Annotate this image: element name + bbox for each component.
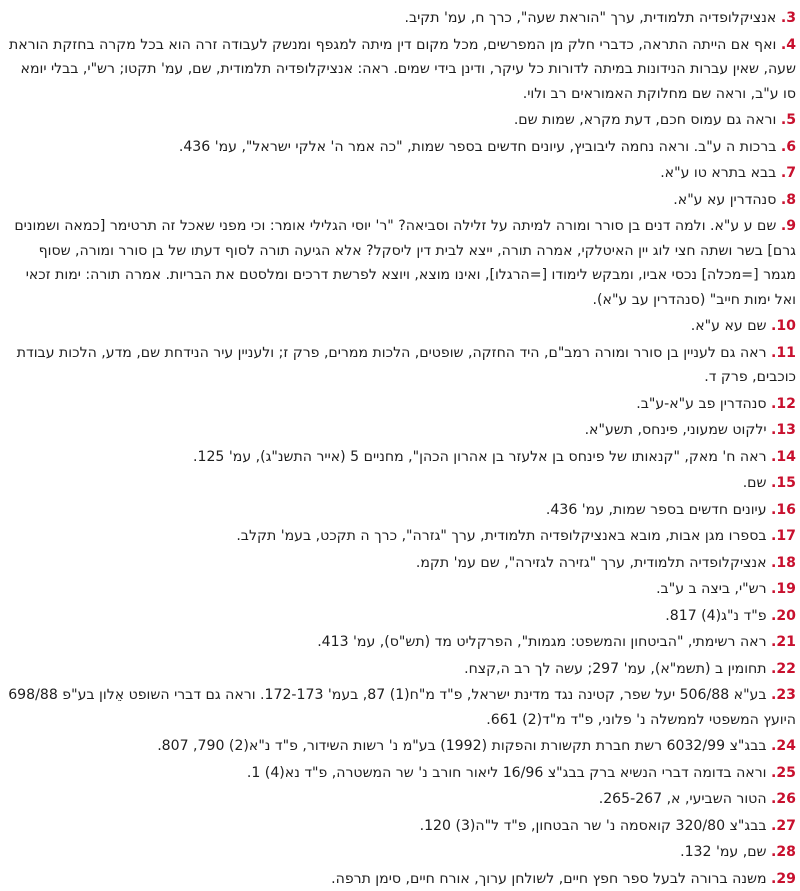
footnote-item — [8, 630, 796, 655]
footnote-text: פ"ד נ"ג(4) 817. — [665, 608, 766, 624]
footnote-text: אנציקלופדיה תלמודית, ערך "גזירה לגזירה", שם עמ' תקמ. — [416, 555, 767, 571]
footnote-number: 20. — [771, 608, 796, 624]
footnote-text: ראה גם לעניין בן סורר ומורה רמב"ם, היד החזקה, שופטים, הלכות ממרים, פרק ז; ולעניין עיר הנידחת שם, מדע, הלכות עבודת כוכבים, פרק ד. — [17, 345, 796, 386]
footnote-item — [8, 814, 796, 839]
footnote-text: שם. — [743, 475, 767, 491]
footnote-number: 14. — [771, 449, 796, 465]
footnote-number: 3. — [781, 10, 796, 26]
footnote-text: סנהדרין פב ע"א-ע"ב. — [636, 396, 766, 412]
footnote-number: 13. — [771, 422, 796, 438]
footnote-item — [8, 471, 796, 496]
footnote-item — [8, 867, 796, 891]
footnote-text: בספרו מגן אבות, מובא באנציקלופדיה תלמודית, ערך "גזרה", כרך ה תקכט, בעמ' תקלב. — [236, 528, 766, 544]
footnote-number: 22. — [771, 661, 796, 677]
footnote-text: אנציקלופדיה תלמודית, ערך "הוראת שעה", כרך ח, עמ' תקיב. — [404, 10, 776, 26]
footnote-item — [8, 604, 796, 629]
footnote-number: 28. — [771, 844, 796, 860]
footnote-number: 18. — [771, 555, 796, 571]
footnote-item — [8, 524, 796, 549]
footnote-text: סנהדרין עא ע"א. — [673, 192, 776, 208]
footnote-text: שם עא ע"א. — [691, 318, 767, 334]
footnote-item — [8, 6, 796, 31]
footnote-text: תחומין ב (תשמ"א), עמ' 297; עשה לך רב ה,קצח. — [464, 661, 766, 677]
footnote-number: 4. — [781, 37, 796, 53]
footnote-item — [8, 683, 796, 732]
footnote-number: 21. — [771, 634, 796, 650]
footnote-text: ואף אם הייתה התראה, כדברי חלק מן המפרשים, מכל מקום דין מיתה למגפף ומנשק לעבודה זרה הוא בכל מקרה בחזקת הוראת שעה, שאין עברות הנידונות במיתה לדורות כל עיקר, ודינן בידי שמים. ראה: אנציקלופדיה תלמודית, שם, עמ' תקטו; רש"י, בבלי יומא סו ע"ב, וראה שם מחלוקת האמוראים רב ולוי. — [9, 37, 796, 102]
footnote-item — [8, 445, 796, 470]
footnote-text: ילקוט שמעוני, פינחס, תשע"א. — [585, 422, 767, 438]
footnote-item — [8, 840, 796, 865]
footnote-text: משנה ברורה לבעל ספר חפץ חיים, לשולחן ערוך, אורח חיים, סימן תרפה. — [331, 871, 766, 887]
footnote-text: בבג"צ 6032/99 רשת חברת תקשורת והפקות (1992) בע"מ נ' רשות השידור, פ"ד נ"א(2) 790, 807. — [157, 738, 766, 754]
footnote-item — [8, 135, 796, 160]
footnote-text: בבא בתרא טו ע"א. — [660, 165, 776, 181]
footnote-text: ראה רשימתי, "הביטחון והמשפט: מגמות", הפרקליט מד (תש"ס), עמ' 413. — [317, 634, 766, 650]
footnote-number: 24. — [771, 738, 796, 754]
footnote-number: 17. — [771, 528, 796, 544]
footnote-item — [8, 108, 796, 133]
footnote-number: 7. — [781, 165, 796, 181]
footnote-item — [8, 392, 796, 417]
footnote-number: 27. — [771, 818, 796, 834]
footnote-text: בע"א 506/88 יעל שפר, קטינה נגד מדינת ישראל, פ"ד מ"ח(1) 87, בעמ' 172-173. וראה גם דברי השופט אֵלון בע"פ 698/88 היועץ המשפטי לממשלה נ' פלוני, פ"ד מ"ד(2) 661. — [8, 687, 796, 728]
footnote-text: שם ע ע"א. ולמה דנים בן סורר ומורה למיתה על זלילה וסביאה? "ר' יוסי הגלילי אומר: וכי מפני שאכל זה תרטימר [כמאה ושמונים גרם] בשר ושתה חצי לוג יין האיטלקי, אמרה תורה, ייצא לבית דין ליסקל? אלא הגיעה תורה לסוף דעתו של בן סורר ומורה, שסוף מגמר [=מכלה] נכסי אביו, ומבקש לימודו [=הרגלו], ואינו מוצא, ויוצא לפרשת דרכים ומלסטם את הבריות. אמרה תורה: ימות זכאי ואל ימות חייב" (סנהדרין עב ע"א). — [14, 218, 796, 308]
footnote-number: 6. — [781, 139, 796, 155]
footnote-number: 23. — [771, 687, 796, 703]
footnote-item — [8, 657, 796, 682]
footnote-number: 9. — [781, 218, 796, 234]
footnote-number: 29. — [771, 871, 796, 887]
footnote-text: וראה גם עמוס חכם, דעת מקרא, שמות שם. — [514, 112, 777, 128]
footnote-text: ראה ח' מאק, "קנאותו של פינחס בן אלעזר בן אהרון הכהן", מחניים 5 (אייר התשנ"ג), עמ' 125. — [193, 449, 767, 465]
footnote-item — [8, 214, 796, 312]
footnote-number: 26. — [771, 791, 796, 807]
footnote-item — [8, 577, 796, 602]
footnote-item — [8, 33, 796, 107]
footnote-item — [8, 734, 796, 759]
footnote-number: 12. — [771, 396, 796, 412]
footnote-item — [8, 761, 796, 786]
footnote-item — [8, 787, 796, 812]
footnote-number: 19. — [771, 581, 796, 597]
footnote-item — [8, 551, 796, 576]
footnote-item — [8, 498, 796, 523]
footnote-number: 16. — [771, 502, 796, 518]
footnote-item — [8, 161, 796, 186]
footnote-item — [8, 314, 796, 339]
footnote-text: הטור השביעי, א, 265-267. — [599, 791, 767, 807]
footnote-text: בבג"צ 320/80 קואסמה נ' שר הבטחון, פ"ד ל"ה(3) 120. — [420, 818, 767, 834]
footnote-number: 11. — [771, 345, 796, 361]
footnote-number: 25. — [771, 765, 796, 781]
footnote-text: רש"י, ביצה ב ע"ב. — [656, 581, 766, 597]
footnote-text: עיונים חדשים בספר שמות, עמ' 436. — [546, 502, 767, 518]
footnote-text: וראה בדומה דברי הנשיא ברק בבג"צ 16/96 ליאור חורב נ' שר המשטרה, פ"ד נא(4) 1. — [247, 765, 767, 781]
footnote-item — [8, 188, 796, 213]
footnote-number: 10. — [771, 318, 796, 334]
footnote-text: ברכות ה ע"ב. וראה נחמה ליבוביץ, עיונים חדשים בספר שמות, "כה אמר ה' אלקי ישראל", עמ' 436. — [179, 139, 777, 155]
footnote-number: 5. — [781, 112, 796, 128]
footnote-item — [8, 418, 796, 443]
footnote-number: 15. — [771, 475, 796, 491]
footnote-number: 8. — [781, 192, 796, 208]
footnote-text: שם, עמ' 132. — [680, 844, 766, 860]
footnote-item — [8, 341, 796, 390]
